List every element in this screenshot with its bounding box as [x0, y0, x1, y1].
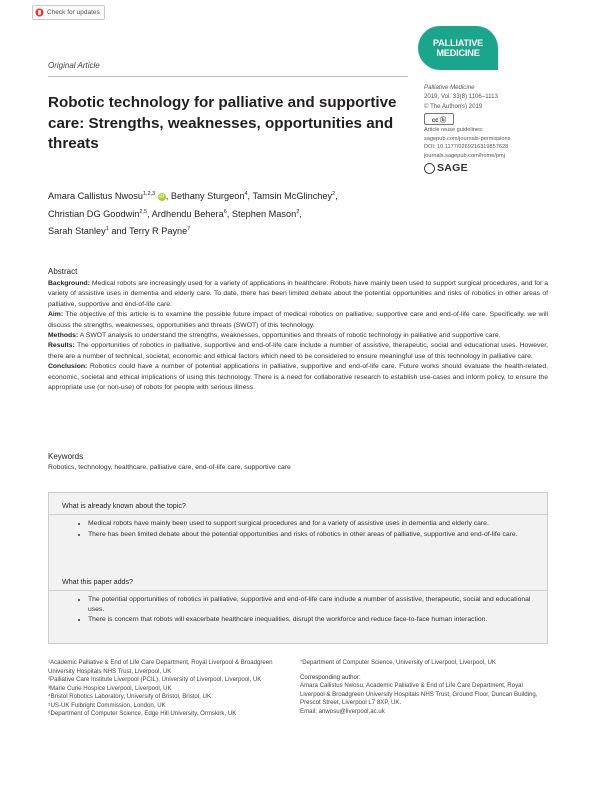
doi-link[interactable]: DOI: 10.1177/0269216319857628 — [424, 144, 509, 151]
affiliation: ⁵US-UK Fulbright Commission, London, UK — [48, 701, 166, 709]
journal-logo: PALLIATIVE MEDICINE — [418, 26, 498, 70]
affiliation: ⁶Department of Computer Science, Edge Hill University, Ormskirk, UK — [48, 710, 237, 717]
check-for-updates-badge[interactable] — [32, 5, 105, 20]
affiliations-left — [48, 659, 288, 719]
check-for-updates-label: Check for updates — [47, 9, 100, 16]
abstract-aim: Aim: The objective of this article is to examine the possible future impact of medical robotics on palliative, supportive care and end-of-life care. Specifically, we will discuss the strengths, weaknesses, opportunities and threats (SWOT) of this technology. — [48, 311, 548, 329]
adds-list — [76, 595, 538, 626]
journal-meta — [424, 83, 574, 111]
article-title: Robotic technology for palliative and supportive care: Strengths, weaknesses, opportunities and threats — [48, 94, 397, 152]
corresponding-author-email[interactable]: Email: anwosu@liverpool.ac.uk — [300, 707, 385, 715]
citation: 2019, Vol. 33(8) 1106–1113 — [424, 93, 498, 101]
divider — [49, 514, 547, 515]
affiliation: ³Marie Curie Hospice Liverpool, Liverpool, UK — [48, 684, 172, 692]
abstract-methods: Methods: A SWOT analysis to understand the strengths, weaknesses, opportunities and threats of robotic technology in palliative and supportive care. — [48, 332, 501, 340]
affiliation: ²Palliative Care Institute Liverpool (PCIL), University of Liverpool, Liverpool, UK — [48, 676, 262, 683]
known-list — [76, 519, 538, 540]
affiliation: ⁷Department of Computer Science, University of Liverpool, Liverpool, UK — [300, 659, 496, 666]
list-item: • There is concern that robots will exacerbate healthcare inequalities, disrupt the workforce and reduce face-to-face human interaction. — [88, 615, 538, 625]
list-item: • The potential opportunities of robotics in palliative, supportive and end-of-life care include a number of assistive, therapeutic, social and educational uses. — [88, 595, 538, 614]
corresponding-author-address: Amara Callistus Nwosu, Academic Palliative & End of Life Care Department, Royal Liverpool & Broadgreen University Hospitals NHS Trust, Ground Floor, Duncan Building, Prescot Street, Liverpool L7 8XP, UK. — [300, 682, 538, 706]
author-list: Amara Callistus Nwosu$^{1,2,3}$ iD , Bethany Sturgeon$^4$, Tamsin McGlinchey$^2$, Christian DG Goodwin$^{2,5}$, Ardhendu Behera$^6$, Stephen Mason$^2$, Sarah Stanley$^1$ and Terry R Payne$^7$ — [48, 191, 338, 237]
author[interactable]: Stephen Mason — [231, 208, 297, 219]
journal-name: Palliative Medicine — [424, 84, 475, 91]
copyright: © The Author(s) 2019 — [424, 102, 483, 110]
publisher-logo: SAGE — [424, 162, 468, 174]
keywords-text: Robotics, technology, healthcare, palliative care, end-of-life care, supportive care — [48, 464, 291, 471]
known-heading: What is already known about the topic? — [62, 502, 186, 510]
author[interactable]: Christian DG Goodwin — [48, 208, 140, 219]
bookmark-icon — [35, 8, 44, 17]
journal-meta-links — [424, 126, 584, 160]
keywords-heading: Keywords — [48, 452, 84, 461]
affiliations-right — [300, 659, 546, 716]
affiliation: ⁴Bristol Robotics Laboratory, University of Bristol, Bristol, UK — [48, 693, 212, 700]
corresponding-author-heading: Corresponding author: — [300, 673, 361, 681]
author[interactable]: Terry R Payne — [129, 226, 188, 237]
sage-logo-icon — [424, 163, 435, 174]
abstract-conclusion: Conclusion: Robotics could have a number of potential applications in palliative, supportive and end-of-life care. Future works should evaluate the health-related, economic, societal and ethical implications of using this technology. There is a need for collaborative research to establish use-cases and inform policy, to ensure the appropriate use (or non-use) of robots for people with serious illness. — [48, 363, 548, 392]
abstract-body — [48, 279, 548, 393]
abstract-results: Results: The opportunities of robotics in palliative, supportive and end-of-life care include a number of assistive, therapeutic, social and educational uses. However, there are a number of technical, societal, economic and ethical factors which need to be considered to ensure meaningful use of this technology in palliative care. — [48, 342, 548, 360]
author[interactable]: Bethany Sturgeon — [170, 191, 245, 202]
list-item: • Medical robots have mainly been used to support surgical procedures and for a variety of assistive uses in dementia and elderly care. — [88, 519, 538, 529]
author[interactable]: Amara Callistus Nwosu — [48, 191, 143, 202]
abstract-background: Background: Medical robots are increasingly used for a variety of applications in healthcare. Robots have mainly been used to support surgical procedures, and for a variety of assistive uses in dementia and elderly care. To date, there has been limited debate about the potential opportunities and risks of robotics in other areas of palliative, supportive and end-of-life care. — [48, 280, 549, 308]
author[interactable]: Sarah Stanley — [48, 226, 106, 237]
orcid-icon[interactable]: iD — [159, 193, 165, 200]
divider — [48, 76, 408, 77]
affiliation: ¹Academic Palliative & End of Life Care Department, Royal Liverpool & Broadgreen University Hospitals NHS Trust, Liverpool, UK — [48, 659, 273, 675]
key-points-box — [48, 492, 548, 644]
abstract-heading: Abstract — [48, 267, 78, 276]
journal-url[interactable]: journals.sagepub.com/home/pmj — [424, 152, 505, 159]
adds-heading: What this paper adds? — [62, 578, 133, 586]
cc-license-icon[interactable]: cc ⓑ — [424, 113, 454, 125]
divider — [49, 590, 547, 591]
article-type: Original Article — [48, 61, 100, 70]
author[interactable]: Ardhendu Behera — [151, 208, 224, 219]
reuse-label: Article reuse guidelines: — [424, 127, 484, 133]
list-item: • There has been limited debate about the potential opportunities and risks of robotics in other areas of palliative, supportive and end-of-life care. — [88, 530, 538, 540]
author[interactable]: Tamsin McGlinchey — [252, 191, 333, 202]
reuse-link[interactable]: sagepub.com/journals-permissions — [424, 135, 511, 142]
